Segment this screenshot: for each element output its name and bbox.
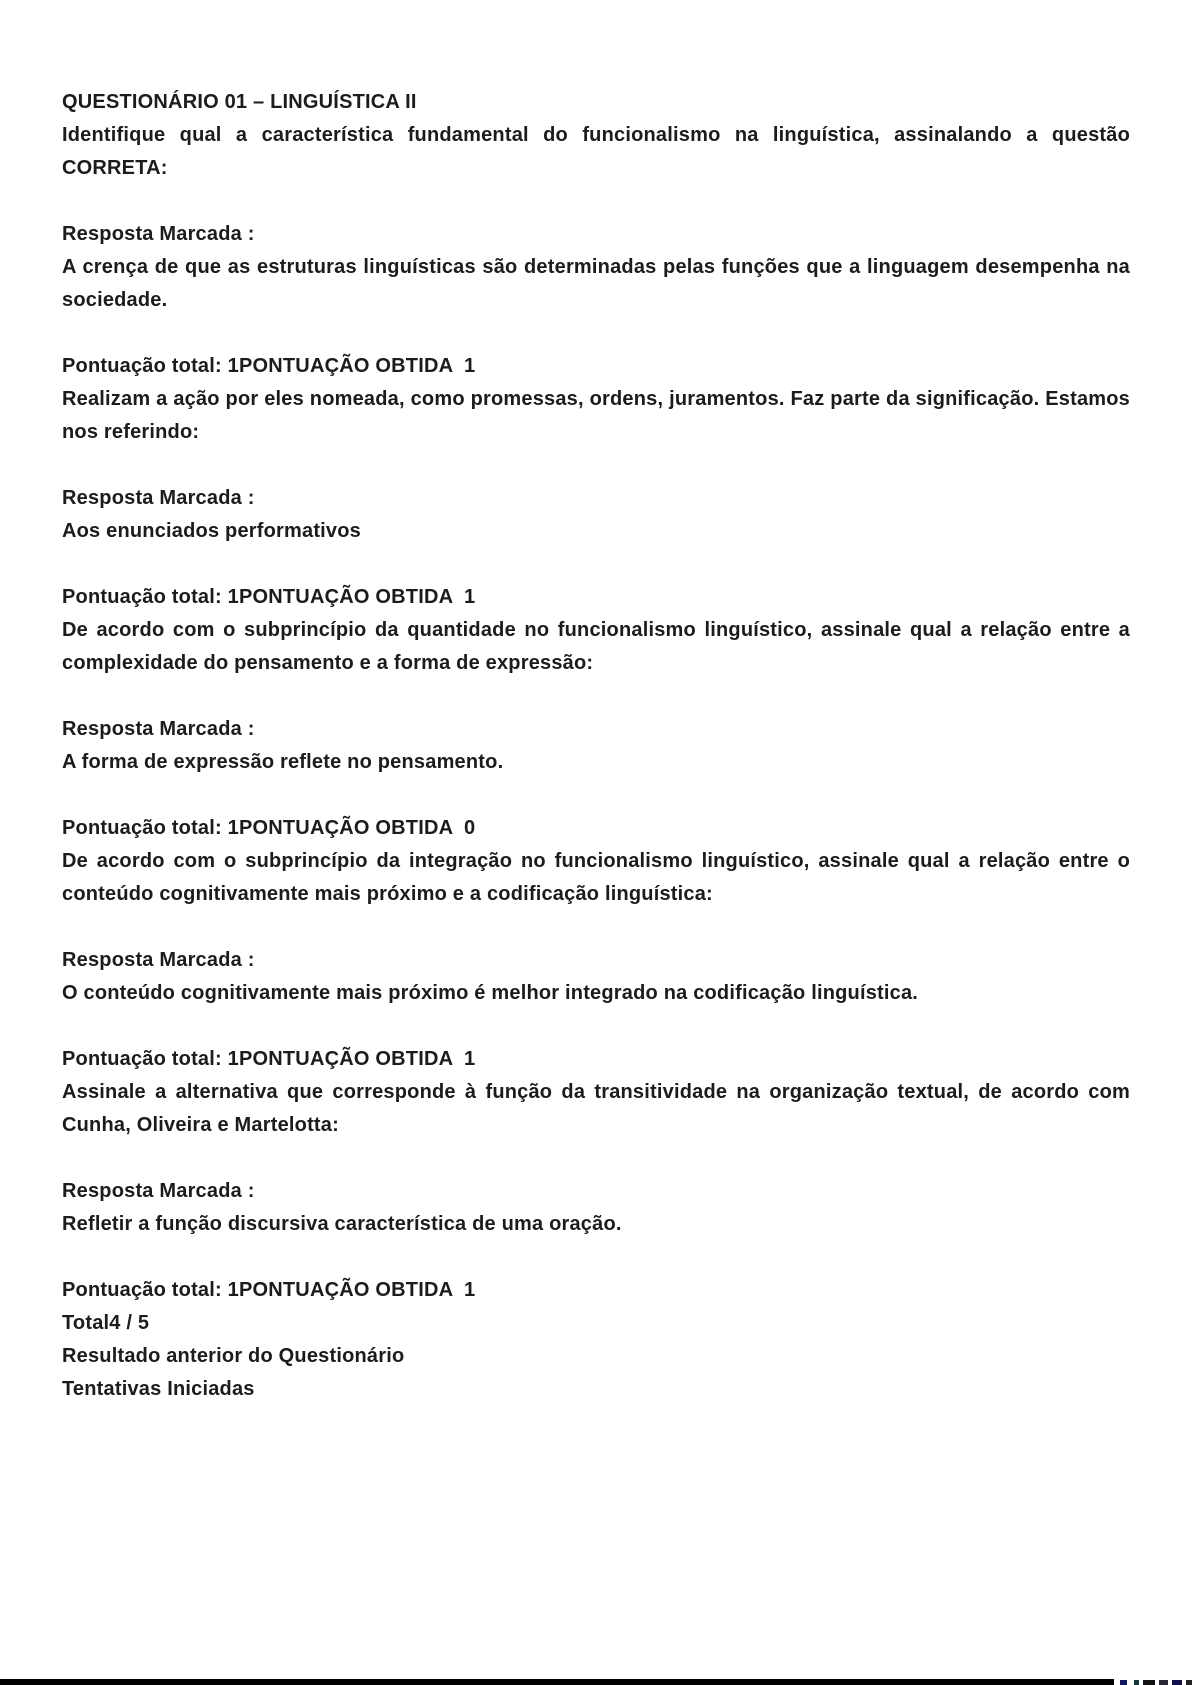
bottom-edge-artifact [1143,1680,1155,1685]
attempts-label: Tentativas Iniciadas [62,1378,255,1400]
quiz-results-document [62,86,1130,1406]
answer-block-5 [62,1175,1130,1241]
total-score: Total4 / 5 [62,1312,150,1334]
answer-block-4 [62,944,1130,1010]
marked-answer-2: Aos enunciados performativos [62,520,361,542]
score-line-1: Pontuação total: 1PONTUAÇÃO OBTIDA 1 [62,355,476,377]
score-question-block-5 [62,1043,1130,1142]
question-text-2: Realizam a ação por eles nomeada, como promessas, ordens, juramentos. Faz parte da significação. Estamos nos referindo: [62,388,1130,443]
question-text-5: Assinale a alternativa que corresponde à função da transitividade na organização textual, de acordo com Cunha, Oliveira e Martelotta: [62,1081,1130,1136]
question-text-4: De acordo com o subprincípio da integração no funcionalismo linguístico, assinale qual a relação entre o conteúdo cognitivamente mais próximo e a codificação linguística: [62,850,1130,905]
answer-block-2 [62,482,1130,548]
marked-answer-4: O conteúdo cognitivamente mais próximo é melhor integrado na codificação linguística. [62,982,919,1004]
marked-answer-5: Refletir a função discursiva característica de uma oração. [62,1213,622,1235]
question-text-3: De acordo com o subprincípio da quantidade no funcionalismo linguístico, assinale qual a relação entre a complexidade do pensamento e a forma de expressão: [62,619,1130,674]
score-question-block-2 [62,350,1130,449]
answer-block-3 [62,713,1130,779]
marked-answer-label-3: Resposta Marcada : [62,718,255,740]
score-line-3: Pontuação total: 1PONTUAÇÃO OBTIDA 0 [62,817,476,839]
marked-answer-3: A forma de expressão reflete no pensamento. [62,751,504,773]
answer-block-1 [62,218,1130,317]
score-line-4: Pontuação total: 1PONTUAÇÃO OBTIDA 1 [62,1048,476,1070]
marked-answer-label-4: Resposta Marcada : [62,949,255,971]
bottom-edge-artifact [1134,1680,1139,1685]
bottom-edge-artifact [1186,1680,1192,1685]
previous-result-label: Resultado anterior do Questionário [62,1345,405,1367]
page-title: QUESTIONÁRIO 01 – LINGUÍSTICA II [62,91,417,113]
score-line-5: Pontuação total: 1PONTUAÇÃO OBTIDA 1 [62,1279,476,1301]
bottom-edge-artifact [1159,1680,1168,1685]
score-question-block-4 [62,812,1130,911]
summary-block [62,1274,1130,1406]
bottom-edge-artifact [1172,1680,1182,1685]
question-text-1: Identifique qual a característica fundamental do funcionalismo na linguística, assinalando a questão CORRETA: [62,124,1130,179]
marked-answer-label-2: Resposta Marcada : [62,487,255,509]
bottom-edge-bar [0,1679,1114,1685]
marked-answer-1: A crença de que as estruturas linguísticas são determinadas pelas funções que a linguagem desempenha na sociedade. [62,256,1130,311]
marked-answer-label-5: Resposta Marcada : [62,1180,255,1202]
bottom-edge-artifact [1120,1680,1127,1685]
marked-answer-label-1: Resposta Marcada : [62,223,255,245]
score-question-block-3 [62,581,1130,680]
score-line-2: Pontuação total: 1PONTUAÇÃO OBTIDA 1 [62,586,476,608]
header-block [62,86,1130,185]
